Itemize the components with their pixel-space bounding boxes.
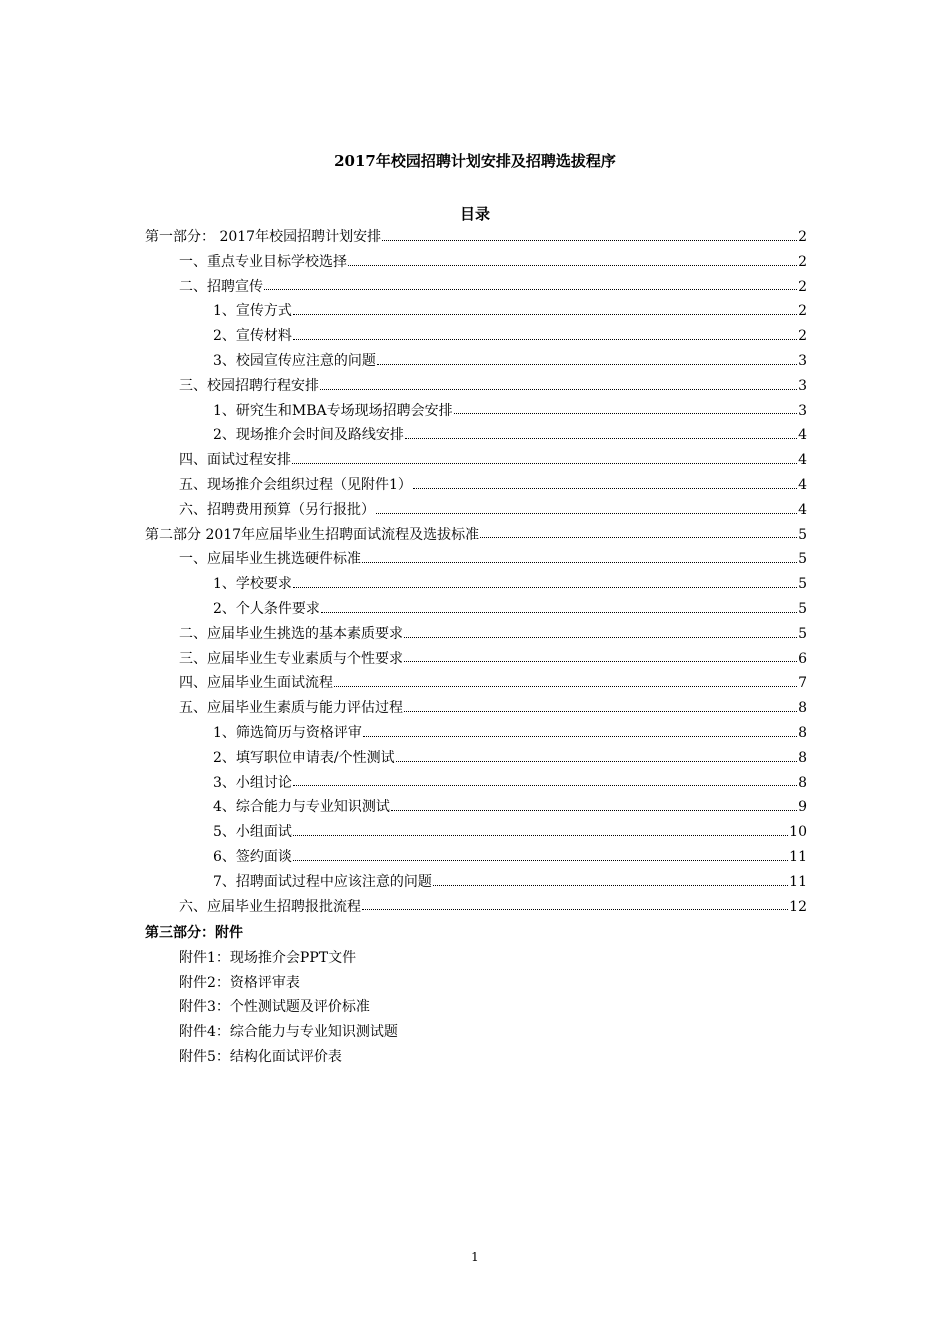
toc-entry-page: 5 (798, 551, 807, 568)
toc-dot-leader (391, 810, 797, 811)
toc-entry[interactable] (145, 225, 807, 250)
toc-dot-leader (376, 513, 797, 514)
toc-entry[interactable] (145, 895, 807, 920)
toc-dot-leader (362, 909, 788, 910)
toc-dot-leader (404, 637, 797, 638)
toc-dot-leader (293, 314, 797, 315)
toc-entry[interactable] (145, 771, 807, 796)
toc-entry[interactable] (145, 795, 807, 820)
toc-entry-title: 一、应届毕业生挑选硬件标准 (179, 551, 361, 568)
toc-dot-leader (382, 240, 797, 241)
appendix-section (145, 921, 807, 1070)
toc-entry-title: 第一部分： 2017年校园招聘计划安排 (145, 229, 382, 245)
toc-entry-title: 1、研究生和MBA专场现场招聘会安排 (213, 402, 453, 419)
toc-entry-title: 1、学校要求 (213, 576, 292, 593)
toc-entry-title: 四、应届毕业生面试流程 (179, 675, 333, 692)
toc-entry-title: 六、招聘费用预算（另行报批） (179, 501, 375, 518)
toc-entry-title: 1、筛选简历与资格评审 (213, 724, 362, 741)
toc-entry[interactable] (145, 696, 807, 721)
toc-entry-page: 12 (789, 898, 807, 915)
toc-dot-leader (292, 463, 797, 464)
toc-entry-page: 10 (789, 824, 807, 841)
toc-dot-leader (362, 562, 797, 563)
toc-entry[interactable] (145, 572, 807, 597)
toc-entry-page: 5 (798, 625, 807, 642)
toc-dot-leader (293, 835, 788, 836)
toc-dot-leader (454, 413, 797, 414)
toc-entry-title: 二、应届毕业生挑选的基本素质要求 (179, 625, 403, 642)
toc-entry[interactable] (145, 399, 807, 424)
appendix-item: 附件1：现场推介会PPT文件 (179, 949, 357, 966)
toc-dot-leader (363, 736, 797, 737)
toc-entry[interactable] (145, 324, 807, 349)
appendix-item: 附件3：个性测试题及评价标准 (179, 999, 370, 1016)
toc-entry[interactable] (145, 547, 807, 572)
toc-dot-leader (404, 661, 797, 662)
toc-entry[interactable] (145, 423, 807, 448)
toc-entry-title: 1、宣传方式 (213, 303, 292, 320)
toc-entry[interactable] (145, 448, 807, 473)
toc-entry[interactable] (145, 498, 807, 523)
toc-entry-title: 一、重点专业目标学校选择 (179, 253, 347, 270)
toc-entry-page: 2 (798, 328, 807, 345)
toc-entry-page: 5 (798, 576, 807, 593)
toc-entry[interactable] (145, 523, 807, 548)
toc-entry-page: 8 (798, 749, 807, 766)
toc-entry-page: 2 (798, 229, 807, 245)
toc-dot-leader (348, 265, 797, 266)
toc-entry-title: 4、综合能力与专业知识测试 (213, 799, 390, 816)
toc-entry-title: 7、招聘面试过程中应该注意的问题 (213, 873, 432, 890)
toc-dot-leader (404, 711, 797, 712)
toc-entry-page: 4 (798, 476, 807, 493)
toc-entry[interactable] (145, 622, 807, 647)
appendix-heading: 第三部分：附件 (145, 925, 243, 941)
appendix-item: 附件2：资格评审表 (179, 974, 300, 991)
toc-entry-page: 7 (798, 675, 807, 692)
toc-dot-leader (377, 364, 797, 365)
toc-entry-title: 三、应届毕业生专业素质与个性要求 (179, 650, 403, 667)
toc-entry[interactable] (145, 820, 807, 845)
toc-dot-leader (334, 686, 797, 687)
toc-entry-page: 8 (798, 724, 807, 741)
toc-entry-page: 3 (798, 352, 807, 369)
toc-dot-leader (396, 761, 797, 762)
toc-entry-page: 8 (798, 700, 807, 717)
toc-entry-title: 5、小组面试 (213, 824, 292, 841)
toc-entry-page: 3 (798, 402, 807, 419)
toc-entry-title: 二、招聘宣传 (179, 278, 263, 295)
toc-entry[interactable] (145, 250, 807, 275)
toc-entry[interactable] (145, 845, 807, 870)
toc-entry-title: 四、面试过程安排 (179, 452, 291, 469)
toc-entry-page: 2 (798, 278, 807, 295)
page-number: 1 (471, 1250, 479, 1264)
toc-entry-title: 3、校园宣传应注意的问题 (213, 352, 376, 369)
toc-entry-page: 11 (789, 848, 807, 865)
toc-entry[interactable] (145, 746, 807, 771)
toc-entry[interactable] (145, 299, 807, 324)
toc-dot-leader (480, 537, 797, 538)
toc-entry-title: 6、签约面谈 (213, 848, 292, 865)
toc-entry[interactable] (145, 671, 807, 696)
toc-entry-title: 2、填写职位申请表/个性测试 (213, 749, 395, 766)
toc-entry-page: 5 (798, 600, 807, 617)
toc-entry-page: 4 (798, 452, 807, 469)
toc-entry-page: 4 (798, 427, 807, 444)
toc-dot-leader (293, 785, 797, 786)
toc-entry-title: 3、小组讨论 (213, 774, 292, 791)
toc-dot-leader (264, 289, 797, 290)
toc-dot-leader (433, 885, 788, 886)
toc-entry[interactable] (145, 647, 807, 672)
document-title: 2017年校园招聘计划安排及招聘选拔程序 (334, 152, 616, 170)
toc-entry-page: 2 (798, 303, 807, 320)
toc-entry[interactable] (145, 473, 807, 498)
toc-dot-leader (293, 860, 788, 861)
toc-entry-title: 三、校园招聘行程安排 (179, 377, 319, 394)
toc-dot-leader (413, 488, 797, 489)
toc-dot-leader (405, 438, 797, 439)
toc-heading: 目录 (459, 205, 490, 223)
toc-entry-title: 五、应届毕业生素质与能力评估过程 (179, 700, 403, 717)
toc-entry-title: 2、现场推介会时间及路线安排 (213, 427, 404, 444)
toc-entry[interactable] (145, 275, 807, 300)
table-of-contents (145, 225, 807, 919)
toc-entry-title: 六、应届毕业生招聘报批流程 (179, 898, 361, 915)
toc-entry-page: 11 (789, 873, 807, 890)
toc-dot-leader (320, 389, 797, 390)
toc-dot-leader (321, 612, 797, 613)
toc-entry-title: 2、宣传材料 (213, 328, 292, 345)
toc-entry-page: 6 (798, 650, 807, 667)
toc-entry-page: 2 (798, 253, 807, 270)
toc-dot-leader (293, 339, 797, 340)
appendix-item: 附件4：综合能力与专业知识测试题 (179, 1024, 398, 1041)
toc-entry[interactable] (145, 374, 807, 399)
toc-entry[interactable] (145, 349, 807, 374)
toc-entry-page: 8 (798, 774, 807, 791)
toc-dot-leader (293, 587, 797, 588)
toc-entry-title: 五、现场推介会组织过程（见附件1） (179, 476, 412, 493)
toc-entry[interactable] (145, 721, 807, 746)
toc-entry[interactable] (145, 870, 807, 895)
toc-entry-page: 9 (798, 799, 807, 816)
toc-entry-page: 3 (798, 377, 807, 394)
appendix-item: 附件5：结构化面试评价表 (179, 1048, 342, 1065)
toc-entry-title: 第二部分 2017年应届毕业生招聘面试流程及选拔标准 (145, 526, 480, 543)
toc-entry[interactable] (145, 597, 807, 622)
toc-entry-title: 2、个人条件要求 (213, 600, 320, 617)
toc-entry-page: 4 (798, 501, 807, 518)
toc-entry-page: 5 (798, 526, 807, 543)
